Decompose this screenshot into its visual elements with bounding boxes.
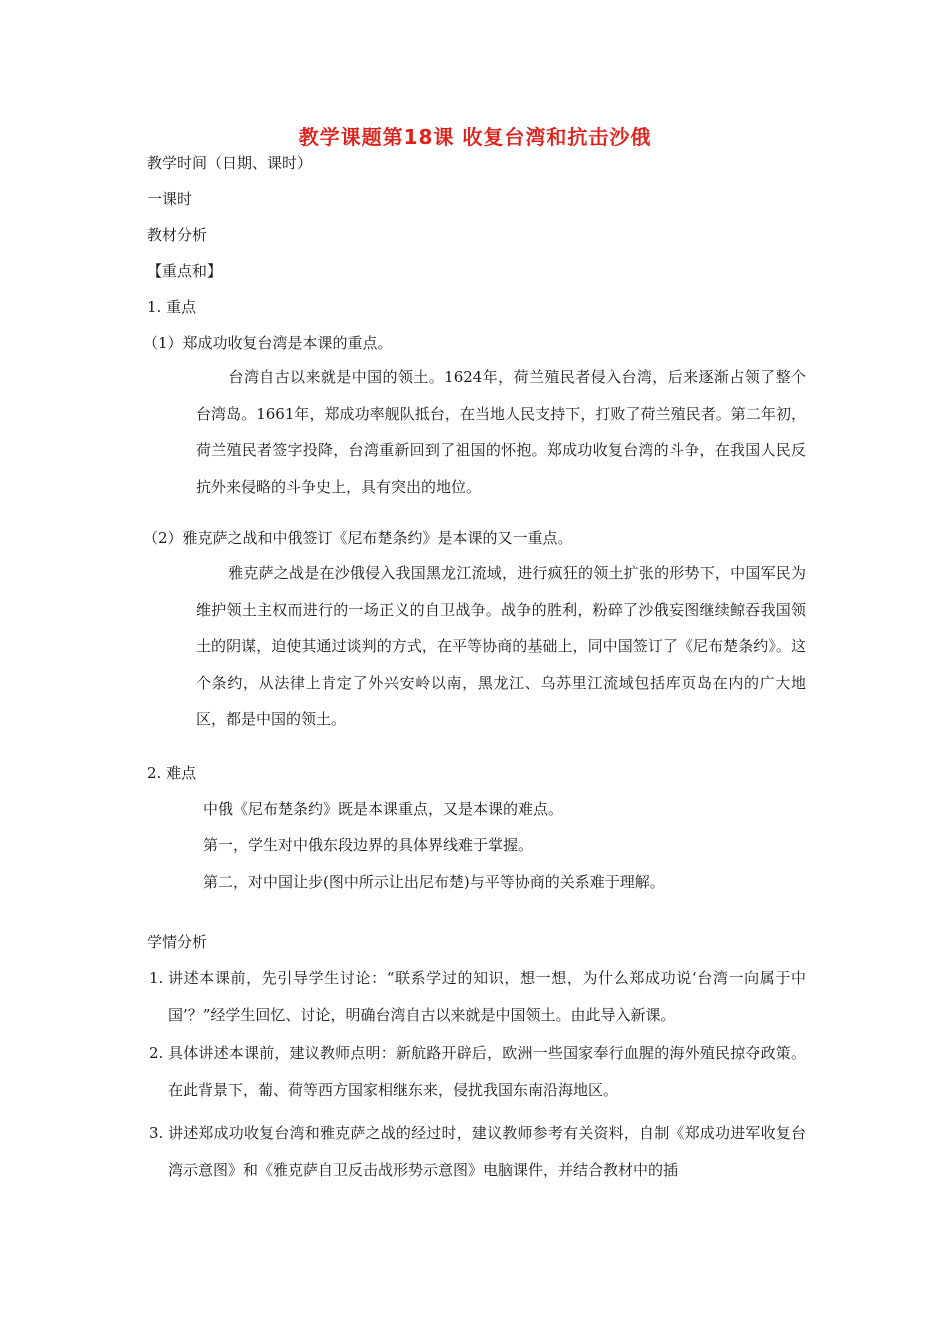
item-1-number: 1. [149, 969, 164, 987]
teaching-time-label: 教学时间（日期、课时） [147, 154, 313, 172]
difficulty-line-1: 中俄《尼布楚条约》既是本课重点，又是本课的难点。 [203, 800, 564, 818]
key2-heading: （2）雅克萨之战和中俄签订《尼布楚条约》是本课的又一重点。 [143, 529, 573, 547]
material-analysis-label: 教材分析 [147, 226, 208, 244]
item-3-number: 3. [149, 1124, 164, 1142]
difficulty-line-3: 第二，对中国让步(图中所示让出尼布楚)与平等协商的关系难于理解。 [203, 873, 665, 891]
lesson-title: 教学课题第18课 收复台湾和抗击沙俄 [298, 125, 652, 149]
difficulty-label: 2. 难点 [147, 764, 197, 782]
lesson-count: 一课时 [147, 190, 193, 208]
item-2-number: 2. [149, 1044, 164, 1062]
difficulty-line-2: 第一，学生对中俄东段边界的具体界线难于掌握。 [203, 836, 534, 854]
key1-heading: （1）郑成功收复台湾是本课的重点。 [143, 334, 393, 352]
item-1-text: 讲述本课前，先引导学生讨论：“联系学过的知识，想一想，为什么郑成功说‘台湾一向属于中国’？”经学生回忆、讨论，明确台湾自古以来就是中国领土。由此导入新课。 [168, 969, 806, 1024]
key1-paragraph [196, 359, 806, 505]
item-2-text: 具体讲述本课前，建议教师点明：新航路开辟后，欧洲一些国家奉行血腥的海外殖民掠夺政策。在此背景下，葡、荷等西方国家相继东来，侵扰我国东南沿海地区。 [168, 1044, 806, 1099]
item-3-text: 讲述郑成功收复台湾和雅克萨之战的经过时，建议教师参考有关资料，自制《郑成功进军收复台湾示意图》和《雅克萨自卫反击战形势示意图》电脑课件，并结合教材中的插 [168, 1124, 806, 1179]
focus-heading: 【重点和】 [147, 262, 223, 280]
key-point-label: 1. 重点 [147, 298, 197, 316]
key1-body: 台湾自古以来就是中国的领土。1624年，荷兰殖民者侵入台湾，后来逐渐占领了整个台湾岛。1661年，郑成功率舰队抵台，在当地人民支持下，打败了荷兰殖民者。第二年初，荷兰殖民者签字投降，台湾重新回到了祖国的怀抱。郑成功收复台湾的斗争，在我国人民反抗外来侵略的斗争史上，具有突出的地位。 [196, 368, 806, 496]
key2-paragraph [196, 555, 806, 738]
key2-body: 雅克萨之战是在沙俄侵入我国黑龙江流域，进行疯狂的领土扩张的形势下，中国军民为维护领土主权而进行的一场正义的自卫战争。战争的胜利，粉碎了沙俄妄图继续鲸吞我国领土的阴谋，迫使其通过谈判的方式，在平等协商的基础上，同中国签订了《尼布楚条约》。这个条约，从法律上肯定了外兴安岭以南，黑龙江、乌苏里江流域包括库页岛在内的广大地区，都是中国的领土。 [196, 564, 806, 728]
student-analysis-label: 学情分析 [147, 933, 208, 951]
